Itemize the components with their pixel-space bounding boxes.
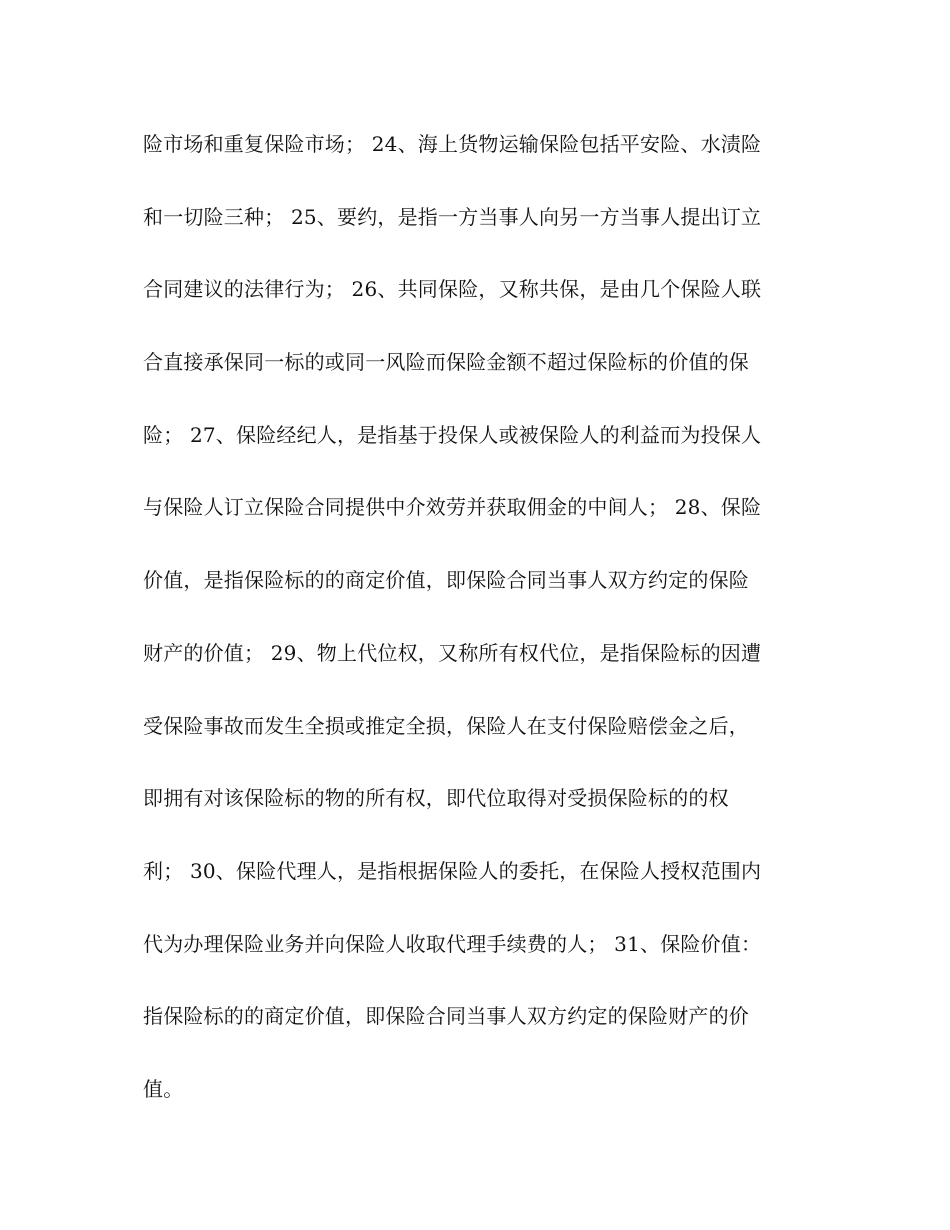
text-line-12: 代为办理保险业务并向保险人收取代理手续费的人； 31、保险价值： [143,931,762,956]
text-line-13: 指保险标的的商定价值，即保险合同当事人双方约定的保险财产的价 [143,1004,749,1029]
text-line-9: 受保险事故而发生全损或推定全损，保险人在支付保险赔偿金之后， [143,713,749,738]
body-text [143,122,813,1140]
text-line-4: 合直接承保同一标的或同一风险而保险金额不超过保险标的价值的保 [143,350,749,375]
text-line-14: 值。 [143,1076,184,1101]
text-line-1: 险市场和重复保险市场； 24、海上货物运输保险包括平安险、水渍险 [143,132,762,156]
text-line-11: 利； 30、保险代理人，是指根据保险人的委托，在保险人授权范围内 [143,858,762,883]
text-line-2: 和一切险三种； 25、要约，是指一方当事人向另一方当事人提出订立 [143,204,762,229]
text-line-5: 险； 27、保险经纪人，是指基于投保人或被保险人的利益而为投保人 [143,422,762,447]
text-line-7: 价值，是指保险标的的商定价值，即保险合同当事人双方约定的保险 [143,568,749,593]
text-line-8: 财产的价值； 29、物上代位权，又称所有权代位，是指保险标的因遭 [143,640,762,665]
text-line-6: 与保险人订立保险合同提供中介效劳并获取佣金的中间人； 28、保险 [143,495,762,520]
text-line-10: 即拥有对该保险标的物的所有权，即代位取得对受损保险标的的权 [143,786,729,811]
text-line-3: 合同建议的法律行为； 26、共同保险，又称共保，是由几个保险人联 [143,277,762,302]
